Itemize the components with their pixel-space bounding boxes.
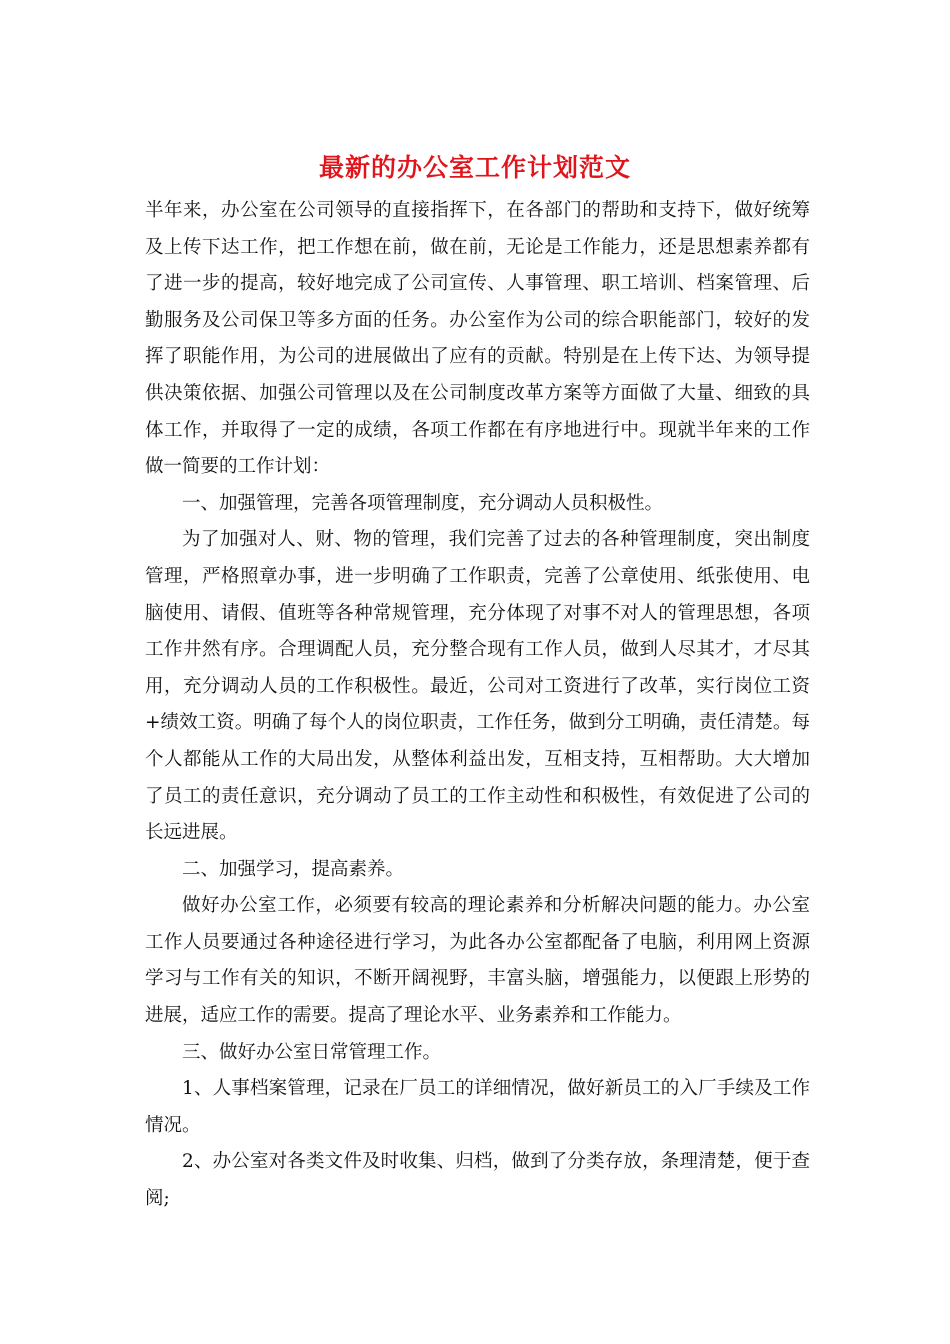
section-heading-1: 一、加强管理，完善各项管理制度，充分调动人员积极性。	[182, 492, 664, 514]
section-paragraph-2: 做好办公室工作，必须要有较高的理论素养和分析解决问题的能力。办公室工作人员要通过各种途径进行学习，为此各办公室都配备了电脑，利用网上资源学习与工作有关的知识，不断开阔视野，丰富头脑，增强能力，以便跟上形势的进展，适应工作的需要。提高了理论水平、业务素养和工作能力。	[145, 895, 810, 1027]
list-item-1: 1、人事档案管理，记录在厂员工的详细情况，做好新员工的入厂手续及工作情况。	[145, 1078, 810, 1136]
document-title: 最新的办公室工作计划范文	[318, 153, 631, 182]
section-paragraph-1: 为了加强对人、财、物的管理，我们完善了过去的各种管理制度，突出制度管理，严格照章办事，进一步明确了工作职责，完善了公章使用、纸张使用、电脑使用、请假、值班等各种常规管理，充分体现了对事不对人的管理思想，各项工作井然有序。合理调配人员，充分整合现有工作人员，做到人尽其才，才尽其用，充分调动人员的工作积极性。最近，公司对工资进行了改革，实行岗位工资+绩效工资。明确了每个人的岗位职责，工作任务，做到分工明确，责任清楚。每个人都能从工作的大局出发，从整体利益出发，互相支持，互相帮助。大大增加了员工的责任意识，充分调动了员工的工作主动性和积极性，有效促进了公司的长远进展。	[145, 529, 810, 844]
list-item-2: 2、办公室对各类文件及时收集、归档，做到了分类存放，条理清楚，便于查阅;	[145, 1151, 810, 1210]
section-heading-3: 三、做好办公室日常管理工作。	[182, 1041, 442, 1063]
section-heading-2: 二、加强学习，提高素养。	[182, 858, 405, 880]
document-body	[145, 193, 810, 1218]
intro-paragraph: 半年来，办公室在公司领导的直接指挥下，在各部门的帮助和支持下，做好统筹及上传下达工作，把工作想在前，做在前，无论是工作能力，还是思想素养都有了进一步的提高，较好地完成了公司宣传、人事管理、职工培训、档案管理、后勤服务及公司保卫等多方面的任务。办公室作为公司的综合职能部门，较好的发挥了职能作用，为公司的进展做出了应有的贡献。特别是在上传下达、为领导提供决策依据、加强公司管理以及在公司制度改革方案等方面做了大量、细致的具体工作，并取得了一定的成绩，各项工作都在有序地进行中。现就半年来的工作做一简要的工作计划：	[145, 200, 810, 478]
